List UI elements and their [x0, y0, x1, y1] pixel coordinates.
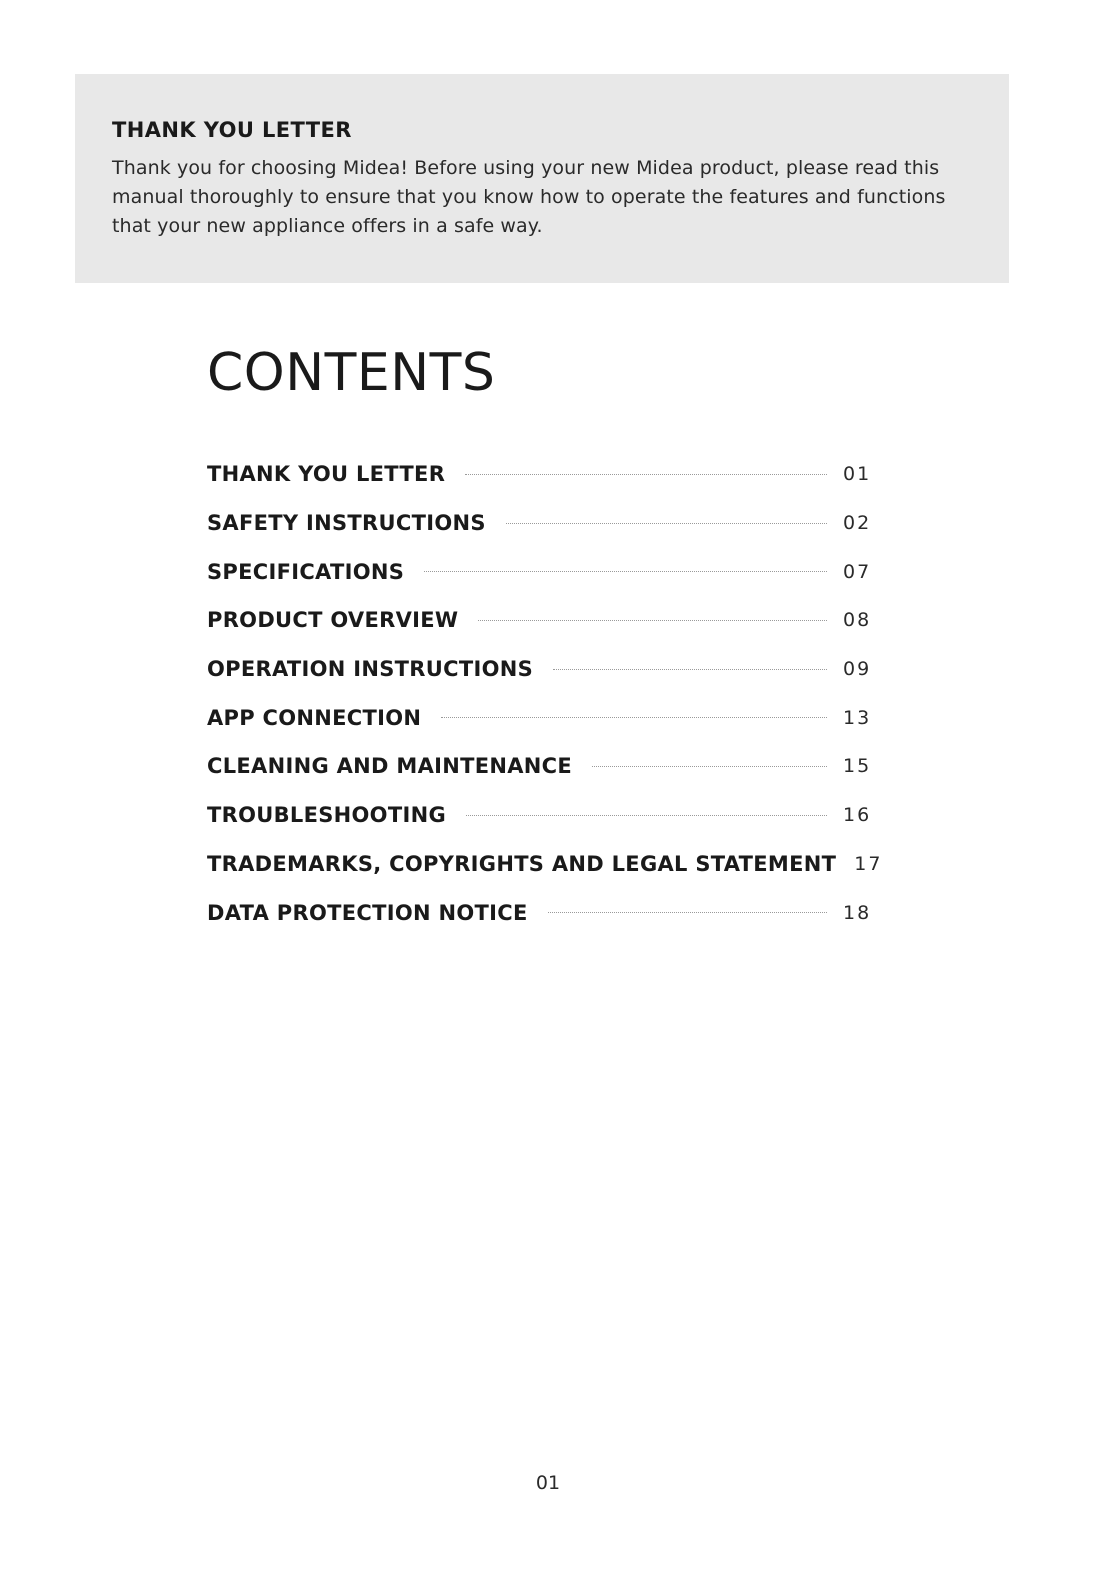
- toc-entry-app-connection[interactable]: [207, 693, 873, 742]
- toc-entry-label: SPECIFICATIONS: [207, 559, 405, 584]
- toc-entry-label: TRADEMARKS, COPYRIGHTS AND LEGAL STATEMENT: [207, 851, 837, 876]
- toc-entry-page: 07: [843, 560, 872, 583]
- toc-entry-label: PRODUCT OVERVIEW: [207, 608, 459, 633]
- toc-entry-cleaning-and-maintenance[interactable]: [207, 742, 873, 791]
- toc-entry-safety-instructions[interactable]: [207, 499, 873, 548]
- toc-leader-dots: [465, 474, 827, 475]
- toc-entry-label: DATA PROTECTION NOTICE: [207, 900, 528, 925]
- toc-entry-specifications[interactable]: [207, 547, 873, 596]
- toc-leader-dots: [478, 620, 827, 621]
- toc-entry-label: TROUBLESHOOTING: [207, 803, 446, 828]
- toc-entry-thank-you-letter[interactable]: [207, 450, 873, 499]
- page-number: 01: [535, 1472, 561, 1494]
- thank-you-letter-box: [75, 74, 1009, 283]
- toc-entry-page: 13: [843, 706, 872, 729]
- toc-leader-dots: [441, 717, 827, 718]
- thank-you-body: Thank you for choosing Midea! Before using your new Midea product, please read this manual thoroughly to ensure that you know how to operate the features and functions that your new appliance offers in a safe way.: [112, 157, 946, 237]
- toc-entry-label: SAFETY INSTRUCTIONS: [207, 511, 486, 536]
- thank-you-title: THANK YOU LETTER: [112, 118, 352, 142]
- toc-entry-page: 02: [843, 512, 872, 535]
- toc-entry-label: APP CONNECTION: [207, 705, 422, 730]
- contents-title: CONTENTS: [207, 343, 496, 403]
- toc-entry-page: 16: [843, 804, 872, 827]
- toc-entry-label: THANK YOU LETTER: [207, 462, 446, 487]
- toc-entry-operation-instructions[interactable]: [207, 645, 873, 694]
- toc-leader-dots: [466, 815, 827, 816]
- toc-leader-dots: [548, 912, 827, 913]
- toc-leader-dots: [592, 766, 827, 767]
- table-of-contents: [207, 450, 883, 937]
- toc-entry-page: 17: [854, 852, 883, 875]
- toc-entry-page: 01: [843, 463, 872, 486]
- toc-entry-troubleshooting[interactable]: [207, 791, 873, 840]
- toc-entry-page: 15: [843, 755, 872, 778]
- toc-entry-page: 09: [843, 658, 872, 681]
- toc-entry-page: 18: [843, 901, 872, 924]
- toc-entry-page: 08: [843, 609, 872, 632]
- toc-leader-dots: [506, 523, 827, 524]
- toc-entry-label: OPERATION INSTRUCTIONS: [207, 657, 534, 682]
- toc-entry-data-protection-notice[interactable]: [207, 888, 873, 937]
- toc-entry-trademarks-copyrights-legal[interactable]: [207, 840, 883, 889]
- toc-leader-dots: [424, 571, 827, 572]
- toc-leader-dots: [553, 669, 827, 670]
- toc-entry-label: CLEANING AND MAINTENANCE: [207, 754, 573, 779]
- toc-entry-product-overview[interactable]: [207, 596, 873, 645]
